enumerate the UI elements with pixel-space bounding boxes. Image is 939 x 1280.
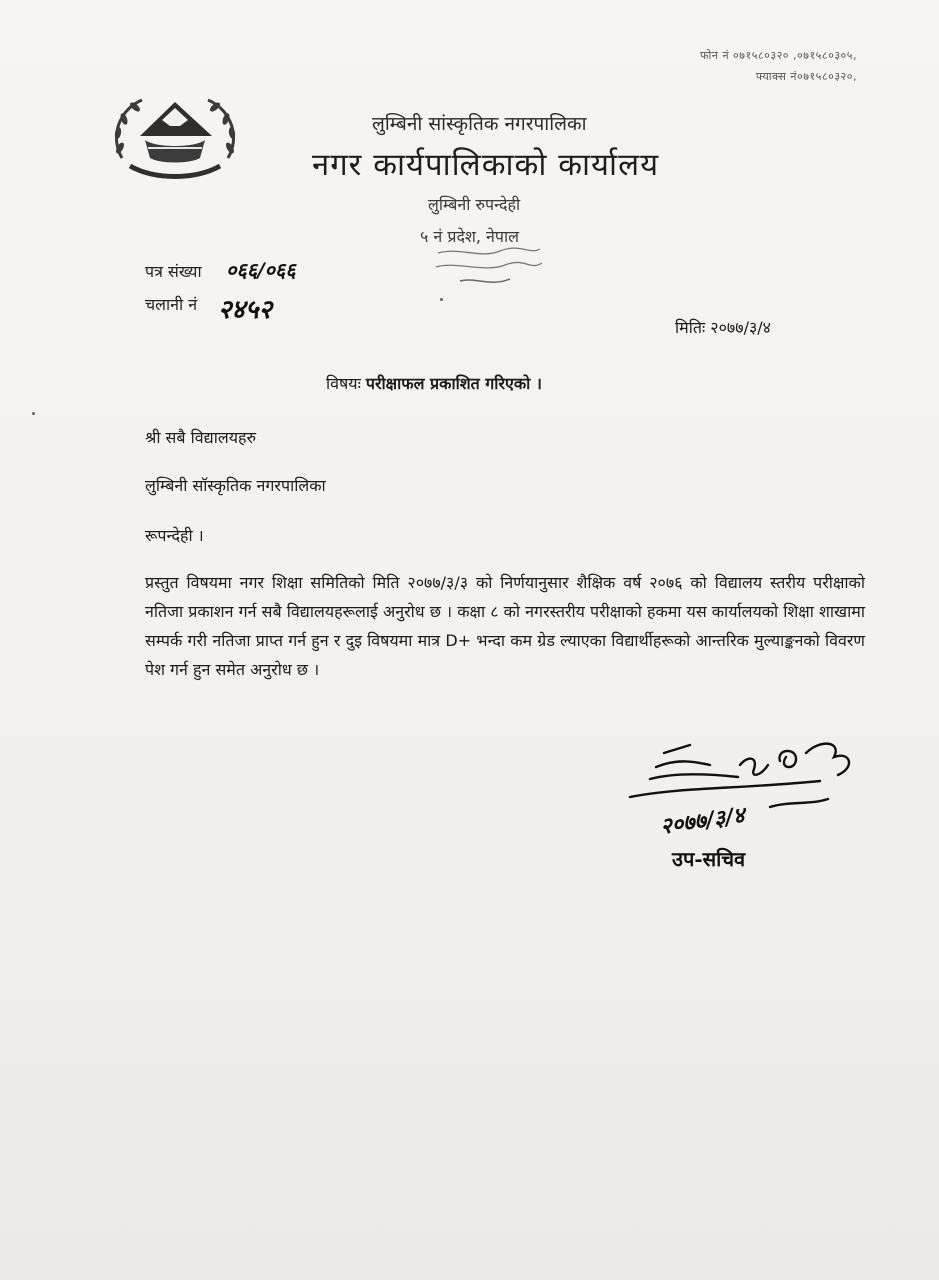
government-emblem-icon [100, 88, 250, 188]
stamp-line-2: ५ नं प्रदेश, नेपाल [420, 227, 519, 246]
addressee-line: लुम्बिनी सॉस्कृतिक नगरपालिका [145, 476, 326, 495]
signature-block [620, 735, 890, 875]
subject-label: विषयः [326, 374, 361, 393]
addressee-line: रूपन्देही । [145, 526, 204, 545]
signatory-title: उप-सचिव [672, 847, 746, 871]
dispatch-number-label: चलानी नं [145, 295, 198, 314]
municipality-name: लुम्बिनी सांस्कृतिक नगरपालिका [372, 113, 587, 135]
letter-body: प्रस्तुत विषयमा नगर शिक्षा समितिको मिति २०७७/३/३ को निर्णयानुसार शैक्षिक वर्ष २०७६ को विद्यालय स्तरीय परीक्षाको नतिजा प्रकाशन गर्न सबै विद्यालयहरूलाई अनुरोध छ । कक्षा ८ को नगरस्तरीय परीक्षाको हकमा यस कार्यालयको शिक्षा शाखामा सम्पर्क गरी नतिजा प्राप्त गर्न हुन र दुइ विषयमा मात्र D+ भन्दा कम ग्रेड ल्याएका विद्यार्थीहरूको आन्तरिक मुल्याङ्कनको विवरण पेश गर्न हुन समेत अनुरोध छ । [145, 573, 865, 679]
letter-number-label: पत्र संख्या [145, 262, 202, 281]
subject-text: परीक्षाफल प्रकाशित गरिएको । [365, 374, 542, 393]
office-title: नगर कार्यपालिकाको कार्यालय [312, 147, 660, 183]
addressee-line: श्री सबै विद्यालयहरु [145, 428, 257, 447]
stamp-line-1: लुम्बिनी रुपन्देही [428, 195, 521, 214]
fax-number: फ्याक्स नं०७१५८०३२०, [755, 70, 857, 83]
letter-number-value: ०६६/०६६ [226, 258, 296, 282]
scan-speck [32, 412, 35, 415]
phone-number: फोन नं ०७१५८०३२० ,०७१५८०३०५, [700, 49, 857, 62]
subject-line [326, 372, 542, 394]
dispatch-number-value: २४५२ [218, 295, 273, 325]
signature-date: २०७७/३/४ [658, 802, 747, 840]
scan-speck [440, 298, 443, 301]
letter-date: मितिः २०७७/३/४ [675, 318, 771, 337]
office-stamp [410, 185, 610, 300]
stamp-scribble-icon [430, 243, 550, 293]
